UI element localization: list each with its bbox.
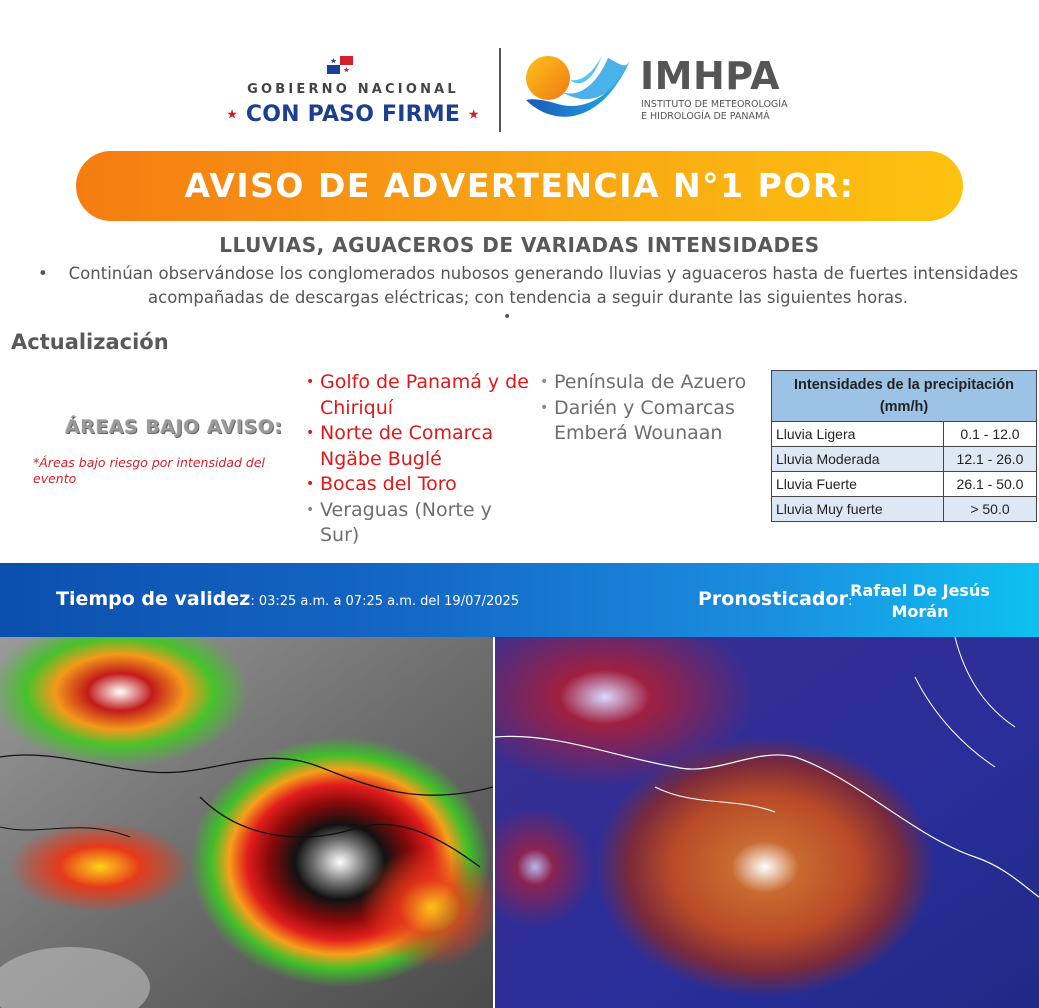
areas-label: ÁREAS BAJO AVISO:	[65, 416, 283, 438]
description-text: Continúan observándose los conglomerados nubosos generando lluvias y aguaceros hasta de fuertes intensidades acompañadas de descargas eléctricas; con tendencia a seguir durante las siguientes horas.	[68, 264, 1019, 307]
intensity-table	[771, 370, 1037, 522]
imhpa-logo-icon	[522, 52, 634, 132]
table-cell-range: > 50.0	[944, 497, 1037, 522]
panama-flag-icon	[327, 56, 353, 74]
table-row	[772, 472, 1037, 497]
table-cell-range: 12.1 - 26.0	[944, 447, 1037, 472]
bullet-icon: •	[306, 501, 315, 518]
areas-list-primary	[306, 370, 531, 549]
list-item	[306, 421, 531, 472]
satellite-ir-image	[0, 637, 493, 1008]
imhpa-subtitle-line-1: INSTITUTO DE METEOROLOGÍA	[641, 99, 788, 110]
warning-title: AVISO DE ADVERTENCIA N°1 POR:	[184, 166, 855, 205]
area-name: Veraguas (Norte y Sur)	[320, 498, 492, 546]
imhpa-subtitle-line-2: E HIDROLOGÍA DE PANAMÁ	[641, 111, 770, 122]
logo-divider	[499, 48, 501, 132]
warning-subheading: LLUVIAS, AGUACEROS DE VARIADAS INTENSIDADES	[219, 233, 820, 257]
list-item	[540, 396, 775, 447]
bullet-icon: •	[540, 399, 549, 416]
table-row	[772, 422, 1037, 447]
gobierno-nacional-text: GOBIERNO NACIONAL	[247, 82, 459, 97]
table-cell-label: Lluvia Moderada	[772, 447, 944, 472]
table-row	[772, 447, 1037, 472]
star-icon: ★	[467, 107, 480, 123]
table-row	[772, 497, 1037, 522]
area-name: Golfo de Panamá y de Chiriquí	[320, 371, 529, 419]
warning-banner	[76, 151, 963, 221]
forecaster-text	[698, 588, 852, 610]
area-name: Darién y Comarcas Emberá Wounaan	[554, 396, 735, 444]
forecaster-label: Pronosticador	[698, 588, 848, 610]
table-cell-label: Lluvia Ligera	[772, 422, 944, 447]
update-label: Actualización	[11, 330, 169, 354]
bullet-icon: •	[540, 374, 549, 390]
table-cell-range: 26.1 - 50.0	[944, 472, 1037, 497]
star-icon: ★	[226, 107, 239, 123]
imhpa-subtitle	[641, 99, 788, 123]
table-cell-range: 0.1 - 12.0	[944, 422, 1037, 447]
table-cell-label: Lluvia Fuerte	[772, 472, 944, 497]
validity-text	[56, 588, 519, 610]
intensity-table-title: Intensidades de la precipitación (mm/h)	[772, 371, 1037, 422]
list-item	[306, 370, 531, 421]
forecaster-name: Rafael De Jesús Morán	[850, 581, 990, 621]
area-name: Norte de Comarca Ngäbe Buglé	[320, 422, 494, 470]
forecaster-separator: :	[847, 594, 853, 609]
con-paso-firme-label: CON PASO FIRME	[245, 102, 461, 127]
warning-description	[28, 262, 1028, 310]
validity-label: Tiempo de validez	[56, 588, 251, 610]
risk-note: *Áreas bajo riesgo por intensidad del evento	[33, 455, 266, 486]
table-cell-label: Lluvia Muy fuerte	[772, 497, 944, 522]
con-paso-firme-text	[222, 102, 484, 127]
satellite-ir-graphic	[0, 637, 493, 1008]
list-item	[540, 370, 775, 396]
satellite-rgb-image	[495, 637, 1039, 1008]
satellite-rgb-graphic	[495, 637, 1039, 1008]
bullet-icon: •	[503, 309, 512, 325]
bullet-icon: •	[306, 425, 315, 441]
bullet-icon: •	[306, 476, 315, 492]
area-name: Península de Azuero	[554, 371, 747, 393]
bullet-icon: •	[306, 374, 315, 390]
areas-list-secondary	[540, 370, 775, 447]
imhpa-name: IMHPA	[640, 54, 781, 98]
bullet-icon: •	[37, 264, 69, 283]
list-item	[306, 472, 531, 498]
validity-value: : 03:25 a.m. a 07:25 a.m. del 19/07/2025	[250, 594, 520, 609]
area-name: Bocas del Toro	[320, 473, 457, 495]
list-item	[306, 498, 531, 549]
